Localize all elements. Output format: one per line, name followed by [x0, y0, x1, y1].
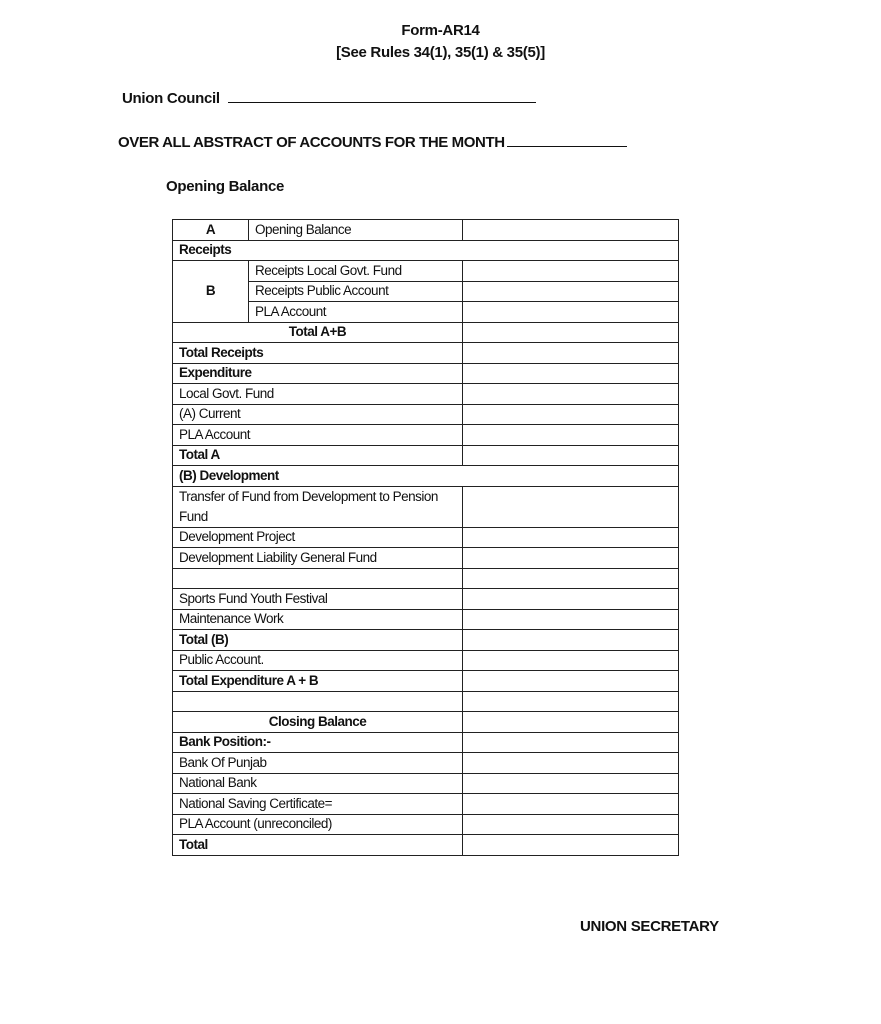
table-row [173, 835, 679, 856]
pla-account-label: PLA Account [173, 425, 463, 446]
table-row [173, 630, 679, 651]
receipts-local-govt-fund-amount[interactable] [463, 261, 679, 282]
table-row [173, 691, 679, 712]
table-row [173, 445, 679, 466]
total-a-label: Total A [173, 445, 463, 466]
form-rules-reference: [See Rules 34(1), 35(1) & 35(5)] [336, 44, 545, 61]
total-expenditure-amount[interactable] [463, 671, 679, 692]
section-a-code: A [173, 220, 249, 241]
table-row [173, 671, 679, 692]
table-row [173, 548, 679, 569]
maintenance-work-label: Maintenance Work [173, 609, 463, 630]
table-row [173, 753, 679, 774]
union-secretary-signature-label: UNION SECRETARY [580, 918, 719, 935]
development-liability-label: Development Liability General Fund [173, 548, 463, 569]
bank-position-label: Bank Position:- [173, 732, 463, 753]
table-row [173, 425, 679, 446]
section-b-code: B [173, 261, 249, 323]
table-row [173, 650, 679, 671]
table-row [173, 322, 679, 343]
closing-balance-label: Closing Balance [173, 712, 463, 733]
bank-of-punjab-label: Bank Of Punjab [173, 753, 463, 774]
table-row [173, 363, 679, 384]
receipts-pla-account-label: PLA Account [249, 302, 463, 323]
total-a-amount[interactable] [463, 445, 679, 466]
opening-balance-label: Opening Balance [249, 220, 463, 241]
bank-of-punjab-amount[interactable] [463, 753, 679, 774]
table-row [173, 466, 679, 487]
table-row [173, 527, 679, 548]
development-liability-amount[interactable] [463, 548, 679, 569]
union-council-line [122, 90, 536, 107]
national-bank-amount[interactable] [463, 773, 679, 794]
table-row [173, 384, 679, 405]
pla-account-amount[interactable] [463, 425, 679, 446]
total-receipts-label: Total Receipts [173, 343, 463, 364]
abstract-heading: OVER ALL ABSTRACT OF ACCOUNTS FOR THE MONTH [118, 134, 505, 151]
sports-fund-amount[interactable] [463, 589, 679, 610]
receipts-heading: Receipts [173, 240, 679, 261]
table-row [173, 240, 679, 261]
receipts-public-account-label: Receipts Public Account [249, 281, 463, 302]
blank-label-cell [173, 691, 463, 712]
abstract-heading-line [118, 134, 627, 151]
table-row [173, 732, 679, 753]
table-row [173, 343, 679, 364]
development-project-amount[interactable] [463, 527, 679, 548]
development-heading: (B) Development [173, 466, 679, 487]
table-row [173, 220, 679, 241]
total-ab-amount[interactable] [463, 322, 679, 343]
blank-amount-cell[interactable] [463, 691, 679, 712]
table-row [173, 814, 679, 835]
opening-balance-heading: Opening Balance [166, 178, 285, 195]
pla-unreconciled-label: PLA Account (unreconciled) [173, 814, 463, 835]
table-row [173, 609, 679, 630]
closing-balance-amount[interactable] [463, 712, 679, 733]
sports-fund-label: Sports Fund Youth Festival [173, 589, 463, 610]
local-govt-fund-label: Local Govt. Fund [173, 384, 463, 405]
public-account-label: Public Account. [173, 650, 463, 671]
current-amount[interactable] [463, 404, 679, 425]
current-label: (A) Current [173, 404, 463, 425]
national-saving-amount[interactable] [463, 794, 679, 815]
national-bank-label: National Bank [173, 773, 463, 794]
grand-total-label: Total [173, 835, 463, 856]
opening-balance-amount[interactable] [463, 220, 679, 241]
expenditure-amount[interactable] [463, 363, 679, 384]
maintenance-work-amount[interactable] [463, 609, 679, 630]
month-blank[interactable] [507, 134, 627, 147]
receipts-public-account-amount[interactable] [463, 281, 679, 302]
abstract-table [172, 219, 679, 856]
total-expenditure-label: Total Expenditure A + B [173, 671, 463, 692]
union-council-blank[interactable] [228, 90, 536, 103]
receipts-local-govt-fund-label: Receipts Local Govt. Fund [249, 261, 463, 282]
table-row [173, 773, 679, 794]
total-receipts-amount[interactable] [463, 343, 679, 364]
development-project-label: Development Project [173, 527, 463, 548]
blank-amount-cell[interactable] [463, 568, 679, 589]
table-row [173, 281, 679, 302]
union-council-label: Union Council [122, 90, 220, 107]
total-b-label: Total (B) [173, 630, 463, 651]
local-govt-fund-amount[interactable] [463, 384, 679, 405]
total-ab-label: Total A+B [173, 322, 463, 343]
expenditure-heading: Expenditure [173, 363, 463, 384]
table-row [173, 404, 679, 425]
blank-label-cell [173, 568, 463, 589]
table-row [173, 486, 679, 527]
transfer-to-pension-amount[interactable] [463, 486, 679, 527]
table-row [173, 568, 679, 589]
receipts-pla-account-amount[interactable] [463, 302, 679, 323]
total-b-amount[interactable] [463, 630, 679, 651]
bank-position-amount[interactable] [463, 732, 679, 753]
public-account-amount[interactable] [463, 650, 679, 671]
table-row [173, 589, 679, 610]
table-row [173, 794, 679, 815]
grand-total-amount[interactable] [463, 835, 679, 856]
table-row [173, 261, 679, 282]
table-row [173, 302, 679, 323]
form-title: Form-AR14 [401, 22, 480, 39]
pla-unreconciled-amount[interactable] [463, 814, 679, 835]
table-row [173, 712, 679, 733]
transfer-to-pension-label: Transfer of Fund from Development to Pension Fund [173, 486, 463, 527]
national-saving-label: National Saving Certificate= [173, 794, 463, 815]
